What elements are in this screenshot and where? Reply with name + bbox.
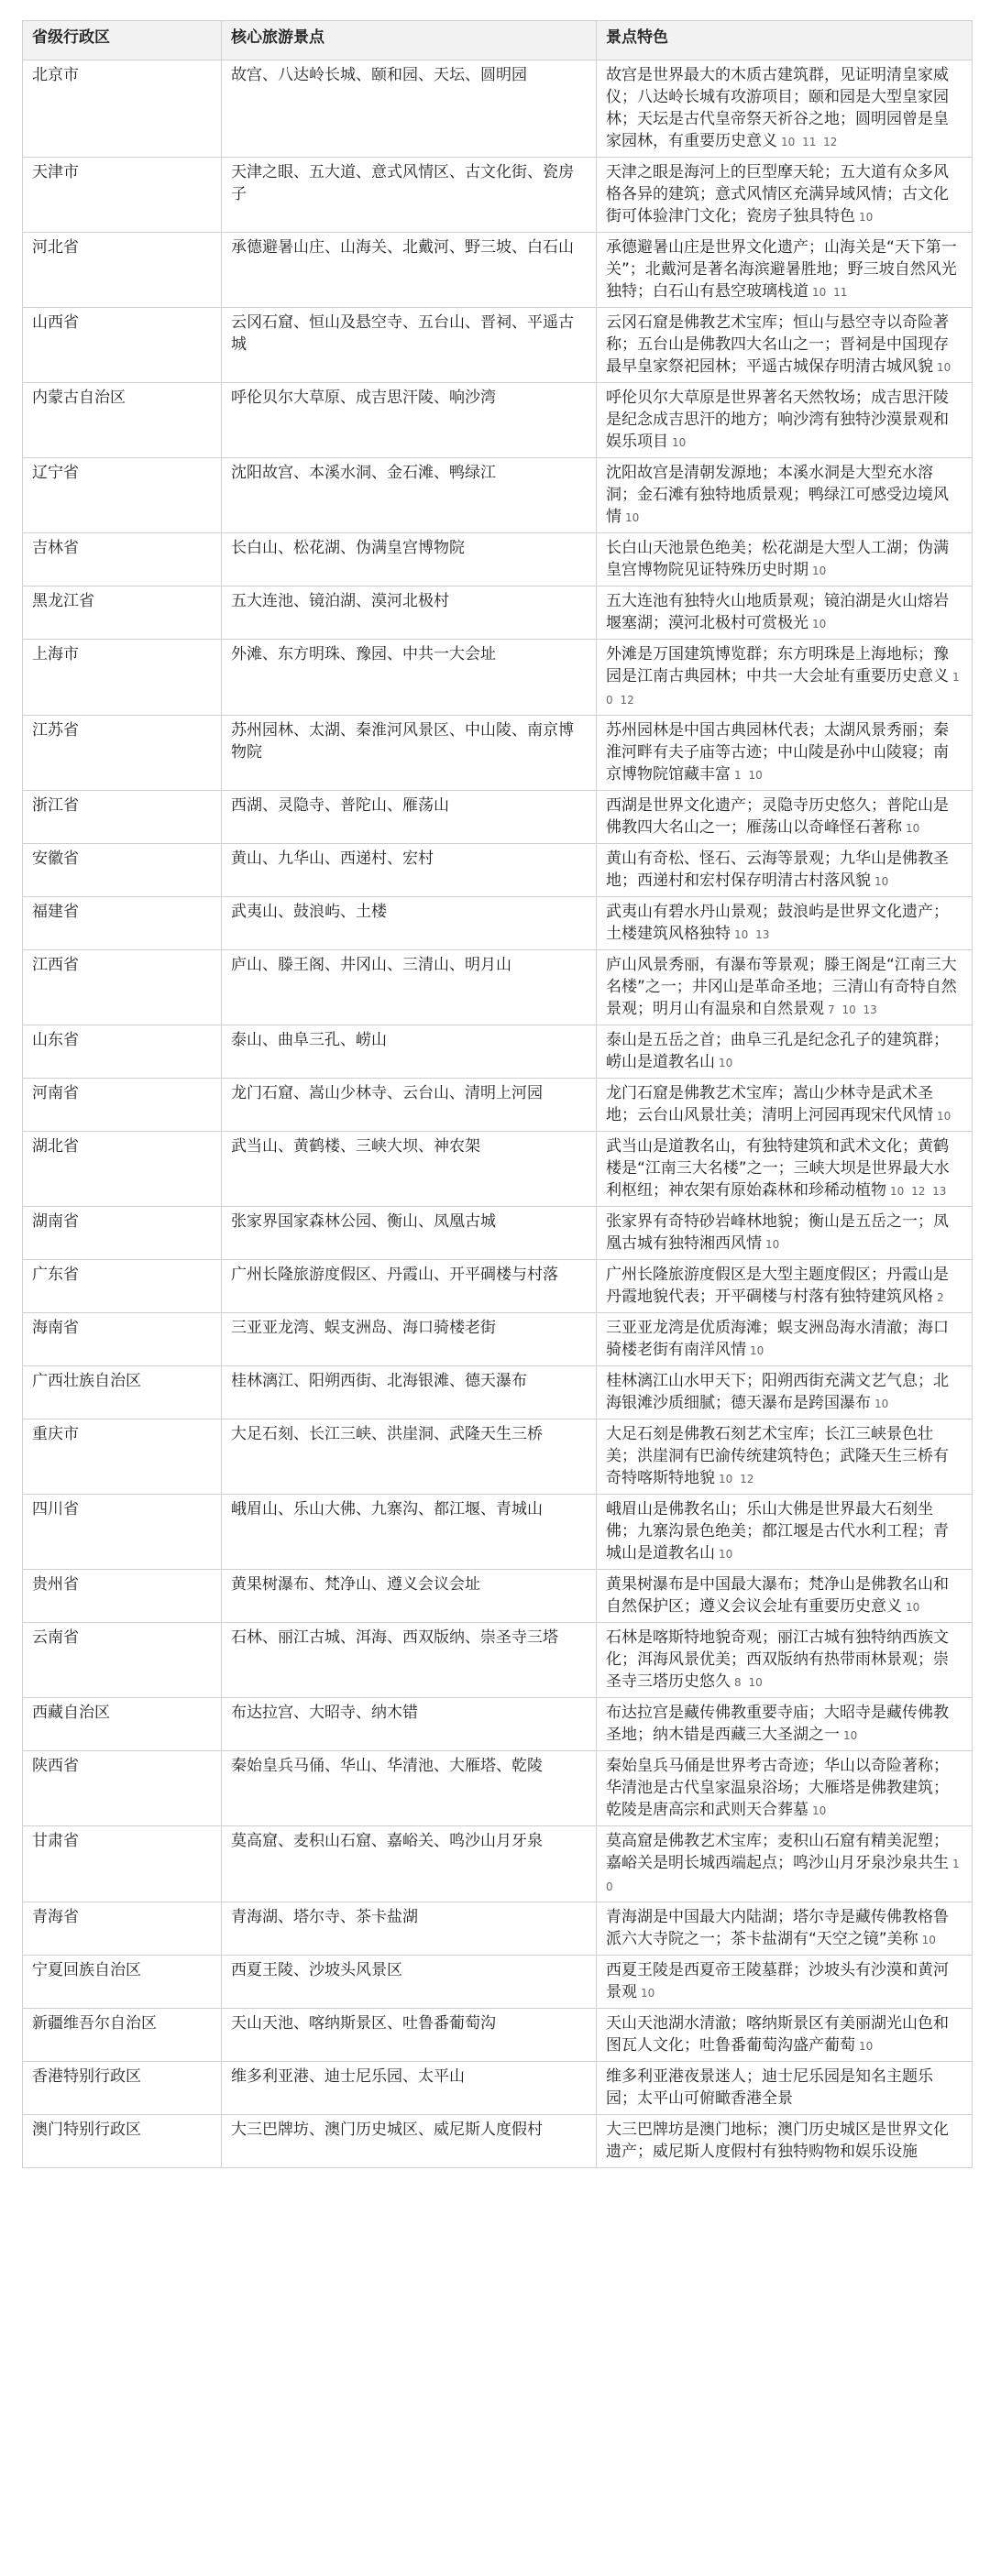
- feature-text: 峨眉山是佛教名山；乐山大佛是世界最大石刻坐佛；九寨沟景色绝美；都江堰是古代水利工程；青城山是道教名山: [606, 1500, 949, 1562]
- feature-cell: [597, 60, 973, 158]
- citation-refs[interactable]: 10: [672, 436, 687, 449]
- feature-cell: [597, 791, 973, 844]
- table-row: [23, 308, 973, 383]
- feature-cell: [597, 308, 973, 383]
- spots-cell: 桂林漓江、阳朔西街、北海银滩、德天瀑布: [222, 1366, 597, 1420]
- province-cell: 吉林省: [23, 533, 222, 586]
- feature-cell: [597, 383, 973, 458]
- table-row: [23, 1902, 973, 1956]
- province-cell: 辽宁省: [23, 458, 222, 533]
- table-row: [23, 233, 973, 308]
- province-cell: 海南省: [23, 1313, 222, 1366]
- feature-text: 沈阳故宫是清朝发源地；本溪水洞是大型充水溶洞；金石滩有独特地质景观；鸭绿江可感受边境风情: [606, 464, 949, 526]
- feature-text: 黄山有奇松、怪石、云海等景观；九华山是佛教圣地；西递村和宏村保存明清古村落风貌: [606, 850, 949, 890]
- feature-text: 天山天池湖水清澈；喀纳斯景区有美丽湖光山色和图瓦人文化；吐鲁番葡萄沟盛产葡萄: [606, 2014, 949, 2055]
- feature-cell: [597, 2115, 973, 2168]
- table-row: [23, 1025, 973, 1079]
- feature-text: 布达拉宫是藏传佛教重要寺庙；大昭寺是藏传佛教圣地；纳木错是西藏三大圣湖之一: [606, 1704, 949, 1744]
- citation-refs[interactable]: 7 10 13: [828, 1003, 877, 1016]
- spots-cell: 外滩、东方明珠、豫园、中共一大会址: [222, 640, 597, 716]
- table-row: [23, 2062, 973, 2115]
- spots-cell: 武当山、黄鹤楼、三峡大坝、神农架: [222, 1132, 597, 1207]
- province-cell: 江苏省: [23, 716, 222, 791]
- feature-text: 西夏王陵是西夏帝王陵墓群；沙坡头有沙漠和黄河景观: [606, 1961, 949, 2001]
- spots-cell: 长白山、松花湖、伪满皇宫博物院: [222, 533, 597, 586]
- feature-cell: [597, 1260, 973, 1313]
- province-cell: 内蒙古自治区: [23, 383, 222, 458]
- spots-cell: 呼伦贝尔大草原、成吉思汗陵、响沙湾: [222, 383, 597, 458]
- citation-refs[interactable]: 1 10: [734, 769, 763, 782]
- citation-refs[interactable]: 10 13: [734, 928, 770, 941]
- citation-refs[interactable]: 8 10: [734, 1676, 763, 1689]
- table-row: [23, 1623, 973, 1698]
- spots-cell: 故宫、八达岭长城、颐和园、天坛、圆明园: [222, 60, 597, 158]
- spots-cell: 武夷山、鼓浪屿、土楼: [222, 897, 597, 950]
- feature-cell: [597, 458, 973, 533]
- feature-text: 五大连池有独特火山地质景观；镜泊湖是火山熔岩堰塞湖；漠河北极村可赏极光: [606, 592, 949, 632]
- citation-refs[interactable]: 10 12: [719, 1473, 754, 1485]
- feature-cell: [597, 586, 973, 640]
- spots-cell: 承德避暑山庄、山海关、北戴河、野三坡、白石山: [222, 233, 597, 308]
- feature-text: 秦始皇兵马俑是世界考古奇迹；华山以奇险著称；华清池是古代皇家温泉浴场；大雁塔是佛教建筑；乾陵是唐高宗和武则天合葬墓: [606, 1757, 949, 1819]
- citation-refs[interactable]: 10: [937, 1110, 952, 1123]
- citation-refs[interactable]: 10: [606, 1858, 960, 1893]
- province-cell: 四川省: [23, 1495, 222, 1570]
- table-row: [23, 1751, 973, 1826]
- table-row: [23, 716, 973, 791]
- feature-cell: [597, 1956, 973, 2009]
- province-cell: 澳门特别行政区: [23, 2115, 222, 2168]
- feature-cell: [597, 1751, 973, 1826]
- feature-text: 武当山是道教名山，有独特建筑和武术文化；黄鹤楼是“江南三大名楼”之一；三峡大坝是世界最大水利枢纽；神农架有原始森林和珍稀动植物: [606, 1137, 950, 1200]
- table-row: [23, 640, 973, 716]
- feature-cell: [597, 2009, 973, 2062]
- spots-cell: 天津之眼、五大道、意式风情区、古文化街、瓷房子: [222, 158, 597, 233]
- feature-text: 黄果树瀑布是中国最大瀑布；梵净山是佛教名山和自然保护区；遵义会议会址有重要历史意义: [606, 1575, 949, 1616]
- table-row: [23, 1132, 973, 1207]
- feature-cell: [597, 2062, 973, 2115]
- province-cell: 河北省: [23, 233, 222, 308]
- feature-text: 苏州园林是中国古典园林代表；太湖风景秀丽；秦淮河畔有夫子庙等古迹；中山陵是孙中山陵寝；南京博物院馆藏丰富: [606, 721, 949, 784]
- table-row: [23, 1826, 973, 1902]
- table-row: [23, 1207, 973, 1260]
- citation-refs[interactable]: 10 11 12: [781, 136, 838, 148]
- table-row: [23, 586, 973, 640]
- feature-text: 张家界有奇特砂岩峰林地貌；衡山是五岳之一；凤凰古城有独特湘西风情: [606, 1212, 949, 1253]
- citation-refs[interactable]: 10: [906, 822, 920, 835]
- spots-cell: 泰山、曲阜三孔、崂山: [222, 1025, 597, 1079]
- feature-cell: [597, 844, 973, 897]
- feature-cell: [597, 1366, 973, 1420]
- spots-cell: 大三巴牌坊、澳门历史城区、威尼斯人度假村: [222, 2115, 597, 2168]
- citation-refs[interactable]: 10: [921, 1934, 936, 1946]
- spots-cell: 西夏王陵、沙坡头风景区: [222, 1956, 597, 2009]
- feature-cell: [597, 1570, 973, 1623]
- spots-cell: 龙门石窟、嵩山少林寺、云台山、清明上河园: [222, 1079, 597, 1132]
- header-province: 省级行政区: [23, 21, 222, 60]
- province-cell: 浙江省: [23, 791, 222, 844]
- feature-text: 呼伦贝尔大草原是世界著名天然牧场；成吉思汗陵是纪念成吉思汗的地方；响沙湾有独特沙漠景观和娱乐项目: [606, 389, 949, 451]
- feature-text: 龙门石窟是佛教艺术宝库；嵩山少林寺是武术圣地；云台山风景壮美；清明上河园再现宋代风情: [606, 1084, 933, 1124]
- citation-refs[interactable]: 10: [843, 1729, 858, 1742]
- citation-refs[interactable]: 10: [719, 1057, 733, 1069]
- citation-refs[interactable]: 10: [906, 1601, 920, 1614]
- feature-cell: [597, 716, 973, 791]
- province-cell: 新疆维吾尔自治区: [23, 2009, 222, 2062]
- province-cell: 河南省: [23, 1079, 222, 1132]
- header-feature: 景点特色: [597, 21, 973, 60]
- citation-refs[interactable]: 10: [859, 211, 874, 224]
- table-row: [23, 1495, 973, 1570]
- spots-cell: 云冈石窟、恒山及悬空寺、五台山、晋祠、平遥古城: [222, 308, 597, 383]
- table-row: [23, 791, 973, 844]
- feature-text: 泰山是五岳之首；曲阜三孔是纪念孔子的建筑群；崂山是道教名山: [606, 1031, 949, 1071]
- citation-refs[interactable]: 10: [812, 565, 827, 577]
- table-row: [23, 1698, 973, 1751]
- spots-cell: 黄山、九华山、西递村、宏村: [222, 844, 597, 897]
- citation-refs[interactable]: 10: [874, 875, 889, 888]
- feature-cell: [597, 533, 973, 586]
- table-row: [23, 458, 973, 533]
- province-cell: 湖南省: [23, 1207, 222, 1260]
- province-cell: 北京市: [23, 60, 222, 158]
- feature-cell: [597, 1025, 973, 1079]
- citation-refs[interactable]: 10: [812, 1804, 827, 1817]
- spots-cell: 张家界国家森林公园、衡山、凤凰古城: [222, 1207, 597, 1260]
- feature-cell: [597, 1420, 973, 1495]
- feature-text: 青海湖是中国最大内陆湖；塔尔寺是藏传佛教格鲁派六大寺院之一；茶卡盐湖有“天空之镜”美称: [606, 1908, 949, 1948]
- feature-text: 云冈石窟是佛教艺术宝库；恒山与悬空寺以奇险著称；五台山是佛教四大名山之一；晋祠是中国现存最早皇家祭祀园林；平遥古城保存明清古城风貌: [606, 313, 949, 376]
- spots-cell: 维多利亚港、迪士尼乐园、太平山: [222, 2062, 597, 2115]
- province-cell: 甘肃省: [23, 1826, 222, 1902]
- table-row: [23, 2115, 973, 2168]
- feature-cell: [597, 1902, 973, 1956]
- feature-cell: [597, 1826, 973, 1902]
- province-cell: 上海市: [23, 640, 222, 716]
- table-row: [23, 1420, 973, 1495]
- feature-text: 承德避暑山庄是世界文化遗产；山海关是“天下第一关”；北戴河是著名海滨避暑胜地；野三坡自然风光独特；白石山有悬空玻璃栈道: [606, 238, 957, 301]
- province-cell: 天津市: [23, 158, 222, 233]
- spots-cell: 庐山、滕王阁、井冈山、三清山、明月山: [222, 950, 597, 1025]
- spots-cell: 莫高窟、麦积山石窟、嘉峪关、鸣沙山月牙泉: [222, 1826, 597, 1902]
- feature-text: 三亚亚龙湾是优质海滩；蜈支洲岛海水清澈；海口骑楼老街有南洋风情: [606, 1319, 949, 1359]
- feature-text: 西湖是世界文化遗产；灵隐寺历史悠久；普陀山是佛教四大名山之一；雁荡山以奇峰怪石著称: [606, 796, 949, 837]
- feature-text: 维多利亚港夜景迷人；迪士尼乐园是知名主题乐园；太平山可俯瞰香港全景: [606, 2067, 933, 2108]
- province-cell: 贵州省: [23, 1570, 222, 1623]
- spots-cell: 峨眉山、乐山大佛、九寨沟、都江堰、青城山: [222, 1495, 597, 1570]
- feature-cell: [597, 158, 973, 233]
- province-cell: 安徽省: [23, 844, 222, 897]
- feature-cell: [597, 1079, 973, 1132]
- feature-cell: [597, 1495, 973, 1570]
- citation-refs[interactable]: 10 12 13: [890, 1185, 947, 1198]
- feature-cell: [597, 640, 973, 716]
- citation-refs[interactable]: 10: [937, 361, 952, 374]
- citation-refs[interactable]: 10 12: [606, 671, 960, 707]
- spots-cell: 大足石刻、长江三峡、洪崖洞、武隆天生三桥: [222, 1420, 597, 1495]
- feature-text: 莫高窟是佛教艺术宝库；麦积山石窟有精美泥塑；嘉峪关是明长城西端起点；鸣沙山月牙泉沙泉共生: [606, 1832, 949, 1872]
- province-cell: 香港特别行政区: [23, 2062, 222, 2115]
- province-cell: 青海省: [23, 1902, 222, 1956]
- feature-cell: [597, 1313, 973, 1366]
- citation-refs[interactable]: 10: [750, 1344, 764, 1357]
- table-row: [23, 1366, 973, 1420]
- table-row: [23, 897, 973, 950]
- province-cell: 重庆市: [23, 1420, 222, 1495]
- citation-refs[interactable]: 10: [874, 1398, 889, 1410]
- feature-text: 故宫是世界最大的木质古建筑群，见证明清皇家威仪；八达岭长城有攻游项目；颐和园是大型皇家园林；天坛是古代皇帝祭天祈谷之地；圆明园曾是皇家园林，有重要历史意义: [606, 66, 949, 150]
- province-cell: 山西省: [23, 308, 222, 383]
- spots-cell: 五大连池、镜泊湖、漠河北极村: [222, 586, 597, 640]
- spots-cell: 广州长隆旅游度假区、丹霞山、开平碉楼与村落: [222, 1260, 597, 1313]
- feature-text: 天津之眼是海河上的巨型摩天轮；五大道有众多风格各异的建筑；意式风情区充满异域风情；古文化街可体验津门文化；瓷房子独具特色: [606, 163, 949, 225]
- province-cell: 广西壮族自治区: [23, 1366, 222, 1420]
- feature-text: 庐山风景秀丽，有瀑布等景观；滕王阁是“江南三大名楼”之一；井冈山是革命圣地；三清山有奇特自然景观；明月山有温泉和自然景观: [606, 956, 957, 1018]
- feature-cell: [597, 1698, 973, 1751]
- feature-cell: [597, 1623, 973, 1698]
- feature-text: 外滩是万国建筑博览群；东方明珠是上海地标；豫园是江南古典园林；中共一大会址有重要历史意义: [606, 645, 949, 685]
- feature-text: 长白山天池景色绝美；松花湖是大型人工湖；伪满皇宫博物院见证特殊历史时期: [606, 539, 949, 579]
- table-row: [23, 1260, 973, 1313]
- spots-cell: 三亚亚龙湾、蜈支洲岛、海口骑楼老街: [222, 1313, 597, 1366]
- spots-cell: 黄果树瀑布、梵净山、遵义会议会址: [222, 1570, 597, 1623]
- feature-cell: [597, 950, 973, 1025]
- table-row: [23, 1956, 973, 2009]
- spots-cell: 天山天池、喀纳斯景区、吐鲁番葡萄沟: [222, 2009, 597, 2062]
- table-row: [23, 533, 973, 586]
- spots-cell: 布达拉宫、大昭寺、纳木错: [222, 1698, 597, 1751]
- spots-cell: 石林、丽江古城、洱海、西双版纳、崇圣寺三塔: [222, 1623, 597, 1698]
- province-cell: 湖北省: [23, 1132, 222, 1207]
- spots-cell: 青海湖、塔尔寺、茶卡盐湖: [222, 1902, 597, 1956]
- header-spots: 核心旅游景点: [222, 21, 597, 60]
- province-cell: 福建省: [23, 897, 222, 950]
- feature-text: 大三巴牌坊是澳门地标；澳门历史城区是世界文化遗产；威尼斯人度假村有独特购物和娱乐设施: [606, 2121, 949, 2161]
- spots-cell: 苏州园林、太湖、秦淮河风景区、中山陵、南京博物院: [222, 716, 597, 791]
- table-row: [23, 383, 973, 458]
- table-row: [23, 950, 973, 1025]
- table-row: [23, 2009, 973, 2062]
- feature-cell: [597, 1132, 973, 1207]
- province-cell: 宁夏回族自治区: [23, 1956, 222, 2009]
- province-cell: 山东省: [23, 1025, 222, 1079]
- spots-cell: 西湖、灵隐寺、普陀山、雁荡山: [222, 791, 597, 844]
- feature-cell: [597, 1207, 973, 1260]
- province-cell: 江西省: [23, 950, 222, 1025]
- feature-text: 石林是喀斯特地貌奇观；丽江古城有独特纳西族文化；洱海风景优美；西双版纳有热带雨林景观；崇圣寺三塔历史悠久: [606, 1628, 949, 1691]
- table-row: [23, 158, 973, 233]
- table-row: [23, 1079, 973, 1132]
- feature-text: 大足石刻是佛教石刻艺术宝库；长江三峡景色壮美；洪崖洞有巴渝传统建筑特色；武隆天生三桥有奇特喀斯特地貌: [606, 1425, 949, 1487]
- citation-refs[interactable]: 10: [625, 511, 640, 524]
- feature-text: 广州长隆旅游度假区是大型主题度假区；丹霞山是丹霞地貌代表；开平碉楼与村落有独特建筑风格: [606, 1266, 949, 1306]
- table-row: [23, 60, 973, 158]
- spots-cell: 沈阳故宫、本溪水洞、金石滩、鸭绿江: [222, 458, 597, 533]
- tourism-table: [22, 20, 973, 2168]
- province-cell: 云南省: [23, 1623, 222, 1698]
- feature-text: 桂林漓江山水甲天下；阳朔西街充满文艺气息；北海银滩沙质细腻；德天瀑布是跨国瀑布: [606, 1372, 949, 1412]
- province-cell: 广东省: [23, 1260, 222, 1313]
- province-cell: 黑龙江省: [23, 586, 222, 640]
- table-row: [23, 1313, 973, 1366]
- citation-refs[interactable]: 2: [937, 1291, 944, 1304]
- citation-refs[interactable]: 10: [859, 2040, 874, 2053]
- citation-refs[interactable]: 10 11: [812, 286, 848, 299]
- feature-text: 武夷山有碧水丹山景观；鼓浪屿是世界文化遗产；土楼建筑风格独特: [606, 903, 949, 943]
- feature-cell: [597, 897, 973, 950]
- province-cell: 西藏自治区: [23, 1698, 222, 1751]
- citation-refs[interactable]: 10: [812, 618, 827, 630]
- spots-cell: 秦始皇兵马俑、华山、华清池、大雁塔、乾陵: [222, 1751, 597, 1826]
- table-row: [23, 844, 973, 897]
- citation-refs[interactable]: 10: [765, 1238, 780, 1251]
- citation-refs[interactable]: 10: [641, 1987, 655, 2000]
- feature-cell: [597, 233, 973, 308]
- province-cell: 陕西省: [23, 1751, 222, 1826]
- header-row: [23, 21, 973, 60]
- citation-refs[interactable]: 10: [719, 1548, 733, 1561]
- table-row: [23, 1570, 973, 1623]
